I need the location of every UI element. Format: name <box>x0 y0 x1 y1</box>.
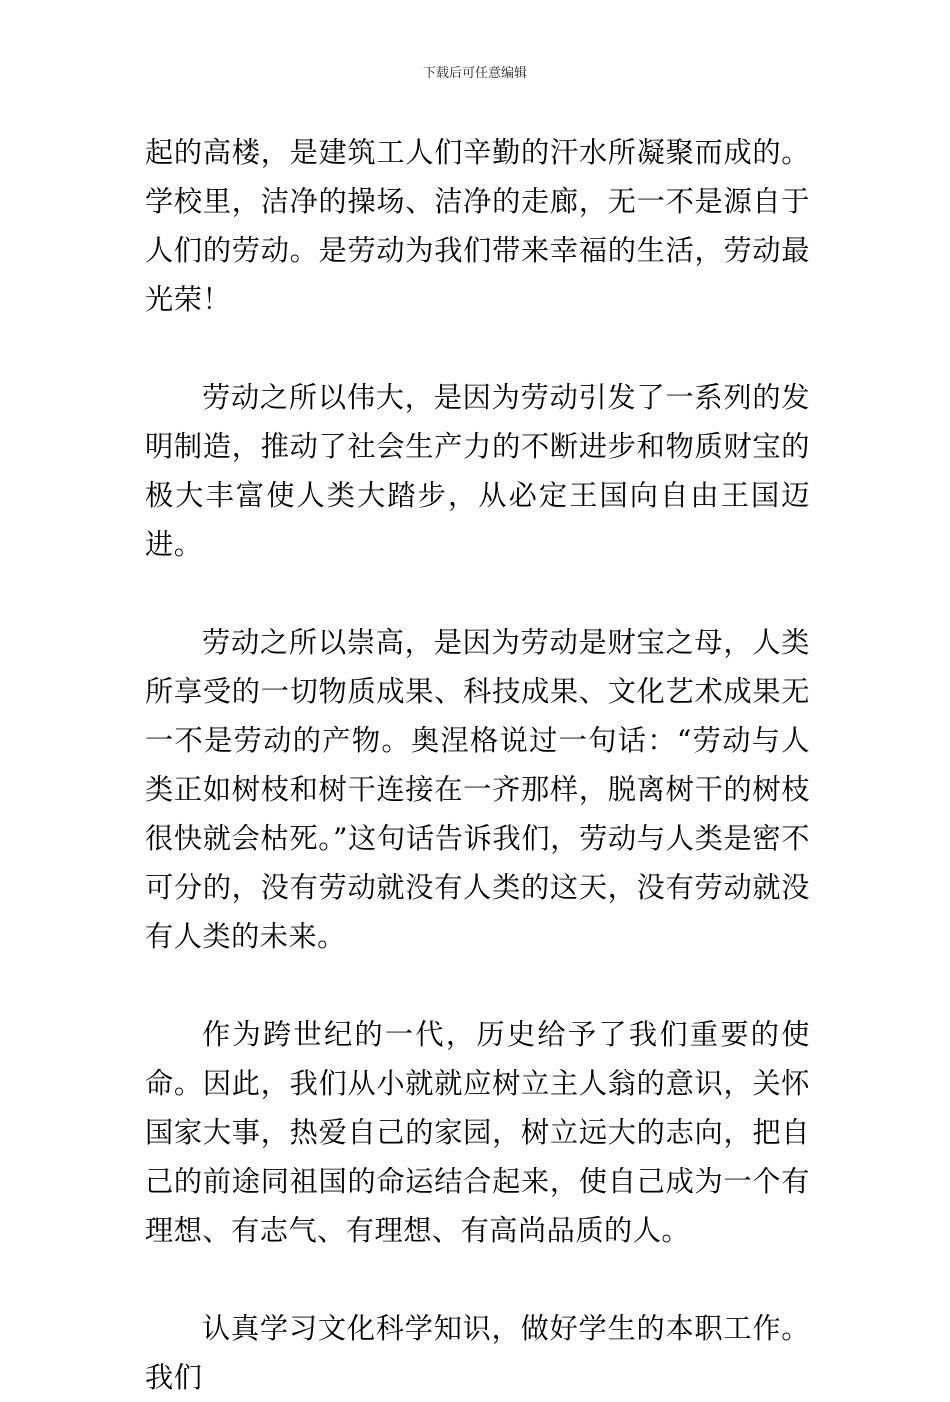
paragraph-1: 起的高楼，是建筑工人们辛勤的汗水所凝聚而成的。学校里，洁净的操场、洁净的走廊，无一不是源自于人们的劳动。是劳动为我们带来幸福的生活，劳动最光荣！ <box>145 136 810 316</box>
paragraph-2: 劳动之所以伟大，是因为劳动引发了一系列的发明制造，推动了社会生产力的不断进步和物质财宝的极大丰富使人类大踏步，从必定王国向自由王国迈进。 <box>145 381 810 561</box>
paragraph-4: 作为跨世纪的一代，历史给予了我们重要的使命。因此，我们从小就就应树立主人翁的意识，关怀国家大事，热爱自己的家园，树立远大的志向，把自己的前途同祖国的命运结合起来，使自己成为一个有理想、有志气、有理想、有高尚品质的人。 <box>145 1018 810 1247</box>
document-body <box>145 128 810 1402</box>
page-header: 下载后可任意编辑 <box>422 66 527 81</box>
paragraph-5: 认真学习文化科学知识，做好学生的本职工作。我们 <box>145 1312 810 1394</box>
paragraph-3: 劳动之所以崇高，是因为劳动是财宝之母，人类所享受的一切物质成果、科技成果、文化艺术成果无一不是劳动的产物。奥涅格说过一句话：“劳动与人类正如树枝和树干连接在一齐那样，脱离树干的树枝很快就会枯死。”这句话告诉我们，劳动与人类是密不可分的，没有劳动就没有人类的这天，没有劳动就没有人类的未来。 <box>145 626 810 953</box>
